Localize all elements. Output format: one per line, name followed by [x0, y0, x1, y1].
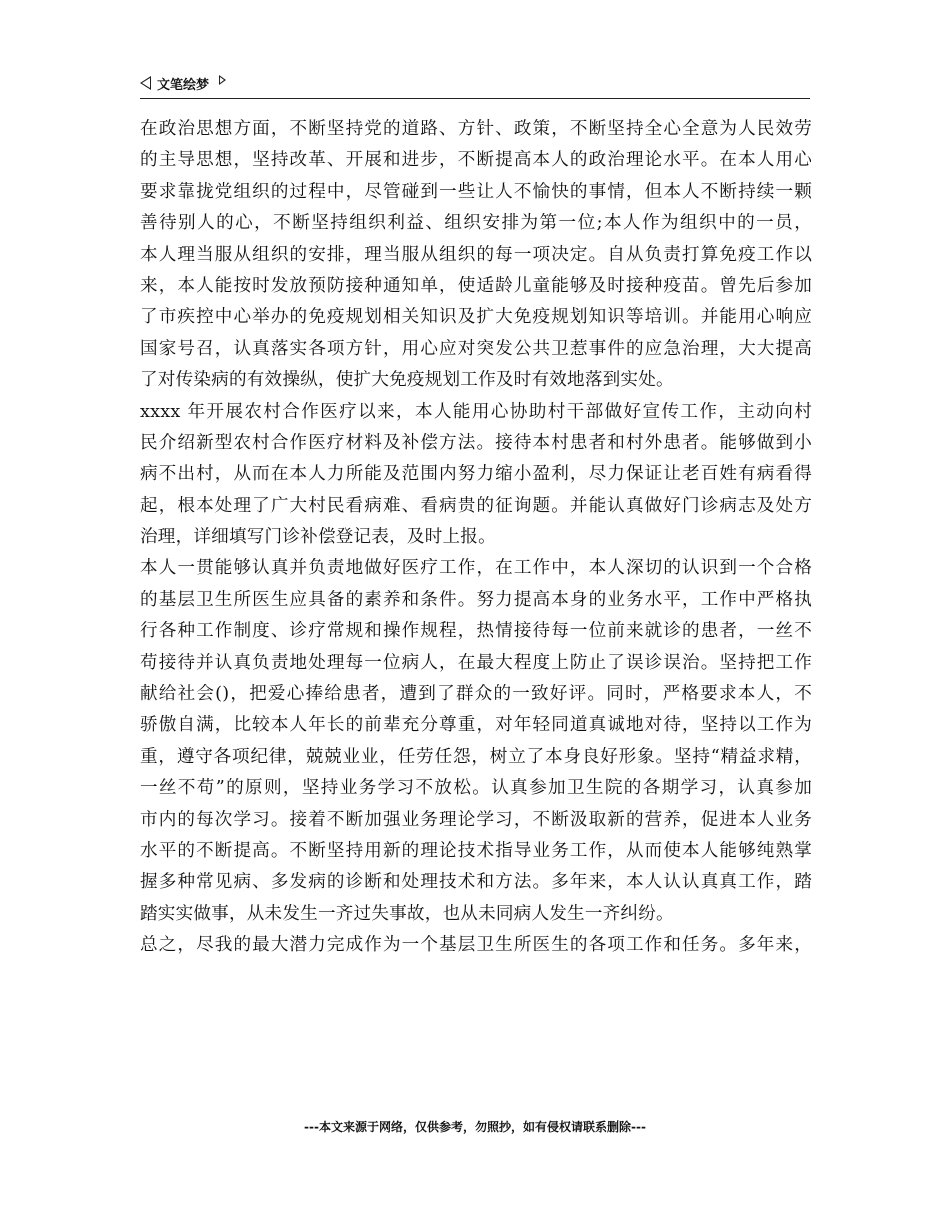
brand-name: 文笔绘梦: [157, 77, 210, 93]
text-line: 重，遵守各项纪律，兢兢业业，任劳任怨，树立了本身良好形象。坚持“精益求精，: [140, 746, 812, 767]
footer-notice: ---本文来源于网络，仅供参考，勿照抄，如有侵权请联系删除---: [304, 1120, 646, 1134]
text-line: 的基层卫生所医生应具备的素养和条件。努力提高本身的业务水平，工作中严格执: [140, 589, 812, 610]
text-line: 了市疾控中心举办的免疫规划相关知识及扩大免疫规划知识等培训。并能用心响应: [140, 307, 812, 328]
text-line: xxxx 年开展农村合作医疗以来，本人能用心协助村干部做好宣传工作，主动向村: [140, 401, 812, 422]
text-line: 一丝不苟”的原则，坚持业务学习不放松。认真参加卫生院的各期学习，认真参加: [140, 778, 812, 799]
text-line: 行各种工作制度、诊疗常规和操作规程，热情接待每一位前来就诊的患者，一丝不: [140, 621, 812, 642]
text-line: 了对传染病的有效操纵，使扩大免疫规划工作及时有效地落到实处。: [140, 370, 674, 391]
text-line: 民介绍新型农村合作医疗材料及补偿方法。接待本村患者和村外患者。能够做到小: [140, 432, 812, 453]
text-line: 在政治思想方面，不断坚持党的道路、方针、政策，不断坚持全心全意为人民效劳: [140, 119, 812, 139]
text-line: 苟接待并认真负责地处理每一位病人，在最大程度上防止了误诊误治。坚持把工作: [140, 652, 812, 673]
text-line: 起，根本处理了广大村民看病难、看病贵的征询题。并能认真做好门诊病志及处方: [140, 495, 812, 516]
text-line: 病不出村，从而在本人力所能及范围内努力缩小盈利，尽力保证让老百姓有病看得: [140, 464, 812, 485]
text-line: 总之，尽我的最大潜力完成作为一个基层卫生所医生的各项工作和任务。多年来，: [140, 935, 812, 956]
text-line: 骄傲自满，比较本人年长的前辈充分尊重，对年轻同道真诚地对待，坚持以工作为: [140, 715, 812, 736]
text-line: 的主导思想，坚持改革、开展和进步，不断提高本人的政治理论水平。在本人用心: [140, 150, 812, 171]
document-body: [140, 114, 812, 962]
text-line: 来，本人能按时发放预防接种通知单，使适龄儿童能够及时接种疫苗。曾先后参加: [140, 275, 812, 296]
text-line: 市内的每次学习。接着不断加强业务理论学习，不断汲取新的营养，促进本人业务: [140, 809, 812, 830]
text-line: 献给社会()，把爱心捧给患者，遭到了群众的一致好评。同时，严格要求本人，不: [140, 684, 812, 705]
triangle-right-icon: [219, 75, 226, 85]
text-line: 握多种常见病、多发病的诊断和处理技术和方法。多年来，本人认认真真工作，踏: [140, 872, 812, 893]
text-line: 治理，详细填写门诊补偿登记表，及时上报。: [140, 527, 496, 548]
text-line: 本人理当服从组织的安排，理当服从组织的每一项决定。自从负责打算免疫工作以: [140, 244, 812, 265]
text-line: 要求靠拢党组织的过程中，尽管碰到一些让人不愉快的事情，但本人不断持续一颗: [140, 181, 812, 202]
text-line: 踏实实做事，从未发生一齐过失事故，也从未同病人发生一齐纠纷。: [140, 903, 674, 924]
text-line: 水平的不断提高。不断坚持用新的理论技术指导业务工作，从而使本人能够纯熟掌: [140, 840, 812, 861]
brand-logo: [140, 72, 226, 94]
text-line: 本人一贯能够认真并负责地做好医疗工作，在工作中，本人深切的认识到一个合格: [140, 558, 812, 579]
text-line: 善待别人的心，不断坚持组织利益、组织安排为第一位;本人作为组织中的一员，: [140, 213, 812, 234]
text-line: 国家号召，认真落实各项方针，用心应对突发公共卫惹事件的应急治理，大大提高: [140, 338, 812, 359]
page-header: [140, 72, 810, 99]
triangle-left-icon: [140, 76, 151, 90]
